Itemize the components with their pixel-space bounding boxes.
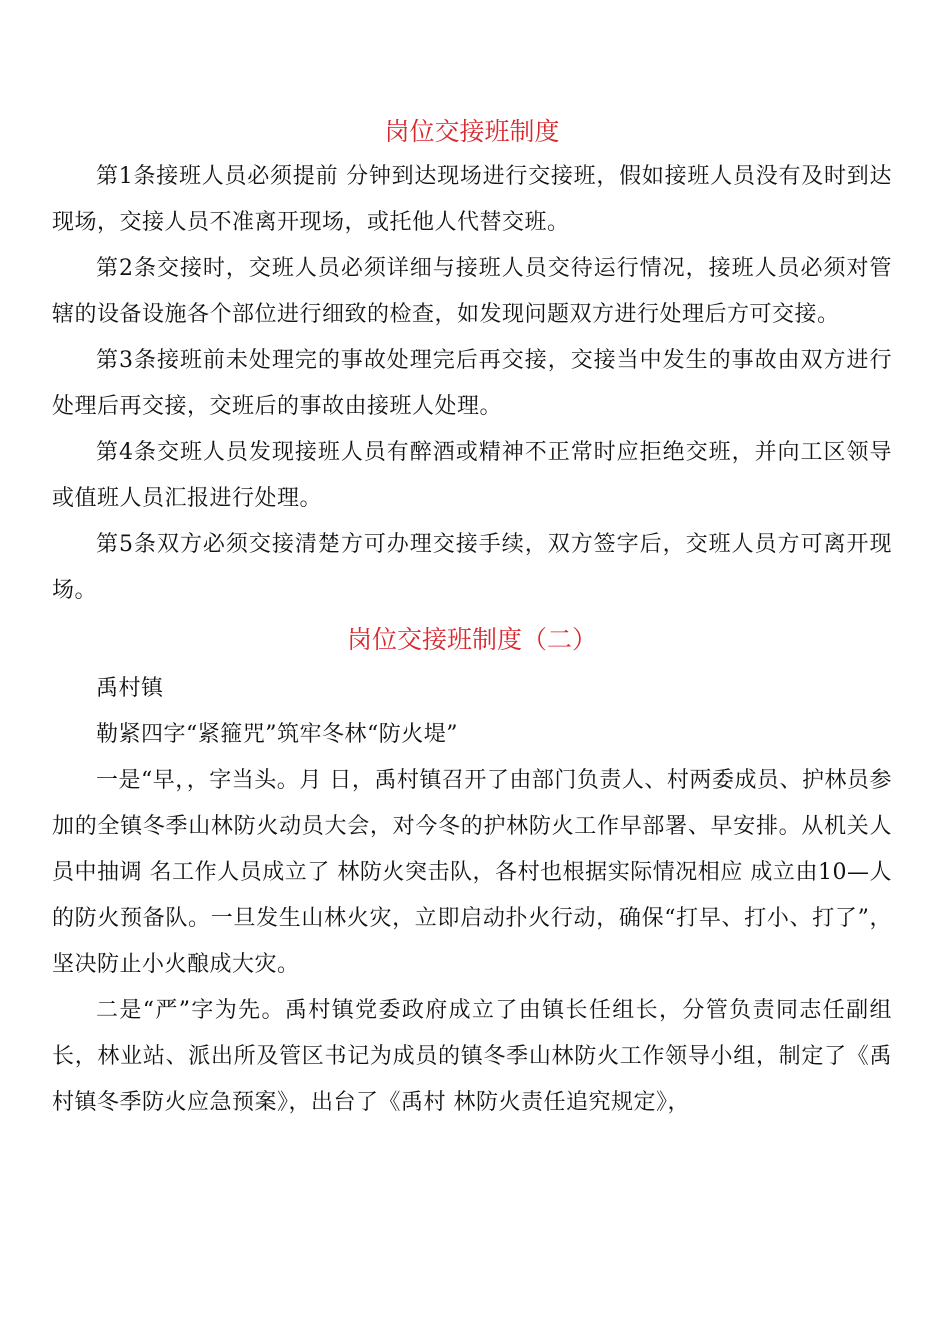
document-title: 岗位交接班制度: [384, 117, 560, 146]
article-1: 第1条接班人员必须提前 分钟到达现场进行交接班，假如接班人员没有及时到达现场，交接人员不准离开现场，或托他人代替交班。: [52, 164, 892, 235]
point-strict: 二是“严”字为先。禹村镇党委政府成立了由镇长任组长，分管负责同志任副组长，林业站、派出所及管区书记为成员的镇冬季山林防火工作领导小组，制定了《禹村镇冬季防火应急预案》，出台了《禹村 林防火责任追究规定》，: [52, 998, 892, 1115]
article-3: 第3条接班前未处理完的事故处理完后再交接，交接当中发生的事故由双方进行处理后再交接，交班后的事故由接班人处理。: [52, 348, 892, 419]
town-name: 禹村镇: [96, 676, 164, 701]
point-early: 一是“早，，字当头。月 日，禹村镇召开了由部门负责人、村两委成员、护林员参加的全镇冬季山林防火动员大会，对今冬的护林防火工作早部署、早安排。从机关人员中抽调 名工作人员成立了 林防火突击队，各村也根据实际情况相应 成立由10—人的防火预备队。一旦发生山林火灾，立即启动扑火行动，确保“打早、打小、打了”，坚决防止小火酿成大灾。: [52, 768, 892, 977]
article-4: 第4条交班人员发现接班人员有醉酒或精神不正常时应拒绝交班，并向工区领导或值班人员汇报进行处理。: [52, 440, 892, 511]
section-title: 岗位交接班制度（二）: [346, 625, 597, 654]
article-2: 第2条交接时，交班人员必须详细与接班人员交待运行情况，接班人员必须对管辖的设备设施各个部位进行细致的检查，如发现问题双方进行处理后方可交接。: [52, 256, 892, 327]
subheading: 勒紧四字“紧箍咒”筑牢冬林“防火堤”: [96, 722, 458, 747]
document-page: [52, 112, 892, 1126]
article-5: 第5条双方必须交接清楚方可办理交接手续，双方签字后，交班人员方可离开现场。: [52, 532, 892, 603]
